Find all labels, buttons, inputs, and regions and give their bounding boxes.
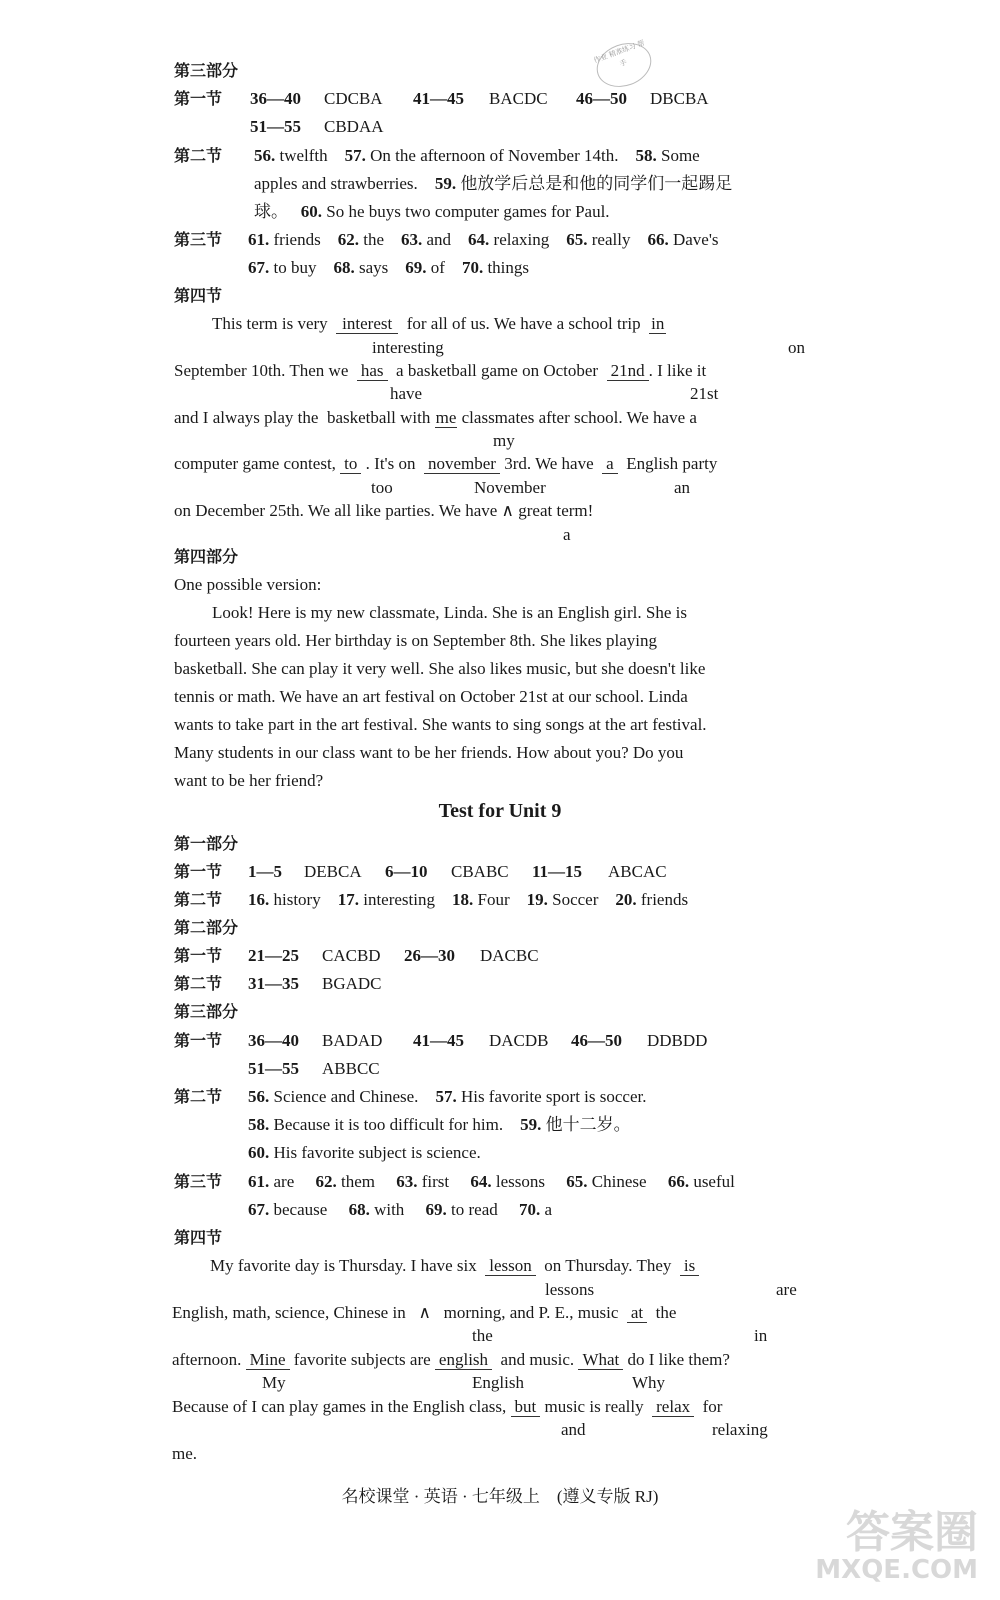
correction: Why <box>632 1373 666 1392</box>
answer-group: CBABC <box>451 862 509 881</box>
correction: the <box>472 1326 493 1345</box>
correction: a <box>563 525 571 544</box>
watermark-logo: 答案圈 <box>846 1507 978 1558</box>
watermark-url: MXQE.COM <box>815 1555 978 1585</box>
correction: an <box>674 478 691 497</box>
essay-line: want to be her friend? <box>174 771 324 790</box>
correction: relaxing <box>712 1420 768 1439</box>
section-title: Test for Unit 9 <box>438 800 562 822</box>
answer-line: 58. Because it is too difficult for him. 59. 他十二岁。 <box>248 1115 631 1134</box>
p3-s1-label: 第一节 <box>174 89 223 108</box>
essay-line: Many students in our class want to be her friends. How about you? Do you <box>174 743 684 762</box>
u9-p3s4-label: 第四节 <box>174 1228 223 1247</box>
answer-line: apples and strawberries. 59. 他放学后总是和他的同学们一起踢足 <box>254 174 733 193</box>
answer-group: DBCBA <box>650 89 709 108</box>
part4-heading: 第四部分 <box>174 547 239 566</box>
p3-s2-label: 第二节 <box>174 146 223 165</box>
passage-line: computer game contest, to . It's on november 3rd. We have a English party <box>174 454 718 473</box>
range-label: 26—30 <box>404 946 455 965</box>
range-label: 46—50 <box>571 1031 622 1050</box>
answer-group: ABBCC <box>322 1059 380 1078</box>
answer-line: 61. friends 62. the 63. and 64. relaxing 65. really 66. Dave's <box>248 230 719 249</box>
range-label: 36—40 <box>248 1031 299 1050</box>
correction: too <box>371 478 393 497</box>
range-label: 31—35 <box>248 974 299 993</box>
correction: have <box>390 384 423 403</box>
u9-p3s3-label: 第三节 <box>174 1172 223 1191</box>
u9-p1s1-label: 第一节 <box>174 862 223 881</box>
correction: 21st <box>690 384 719 403</box>
correction: on <box>788 338 805 357</box>
u9-p1s2-label: 第二节 <box>174 890 223 909</box>
p3-s3-label: 第三节 <box>174 230 223 249</box>
u9-p3s2-label: 第二节 <box>174 1087 223 1106</box>
answer-line: 67. to buy 68. says 69. of 70. things <box>248 258 529 277</box>
answer-group: DDBDD <box>647 1031 708 1050</box>
essay-line: tennis or math. We have an art festival on October 21st at our school. Linda <box>174 687 688 706</box>
part3-heading: 第三部分 <box>174 61 239 80</box>
answer-line: 67. because 68. with 69. to read 70. a <box>248 1200 553 1219</box>
range-label: 11—15 <box>532 862 583 881</box>
answer-group: DACDB <box>489 1031 549 1050</box>
correction: are <box>776 1280 797 1299</box>
answer-group: CDCBA <box>324 89 383 108</box>
essay-line: Look! Here is my new classmate, Linda. She is an English girl. She is <box>212 603 687 622</box>
page-footer: 名校课堂 · 英语 · 七年级上 (遵义专版 RJ) <box>341 1487 659 1506</box>
answer-line: 56. Science and Chinese. 57. His favorite sport is soccer. <box>248 1087 647 1106</box>
answer-line: 61. are 62. them 63. first 64. lessons 65. Chinese 66. useful <box>248 1172 735 1191</box>
answer-group: ABCAC <box>608 862 667 881</box>
range-label: 6—10 <box>385 862 428 881</box>
passage-line: This term is very interest for all of us. We have a school trip in <box>212 314 665 333</box>
range-label: 36—40 <box>250 89 301 108</box>
correction: interesting <box>372 338 444 357</box>
u9-p2-heading: 第二部分 <box>174 918 239 937</box>
u9-p2s2-label: 第二节 <box>174 974 223 993</box>
range-label: 46—50 <box>576 89 627 108</box>
answer-line: 60. His favorite subject is science. <box>248 1143 481 1162</box>
answer-line: 球。 60. So he buys two computer games for Paul. <box>254 202 610 221</box>
essay-line: fourteen years old. Her birthday is on September 8th. She likes playing <box>174 631 657 650</box>
range-label: 51—55 <box>248 1059 299 1078</box>
range-label: 41—45 <box>413 89 464 108</box>
essay-line: wants to take part in the art festival. She wants to sing songs at the art festival. <box>174 715 707 734</box>
passage-line: English, math, science, Chinese in ∧ morning, and P. E., music at the <box>172 1303 677 1322</box>
p3-s4-label: 第四节 <box>174 286 223 305</box>
passage-line: Because of I can play games in the English class, but music is really relax for <box>172 1397 723 1416</box>
correction: November <box>474 478 546 497</box>
correction: My <box>262 1373 286 1392</box>
range-label: 41—45 <box>413 1031 464 1050</box>
answer-group: CACBD <box>322 946 381 965</box>
passage-line: and I always play the basketball with me classmates after school. We have a <box>174 408 697 427</box>
answer-group: CBDAA <box>324 117 384 136</box>
essay-line: basketball. She can play it very well. She also likes music, but she doesn't like <box>174 659 706 678</box>
answer-group: DEBCA <box>304 862 362 881</box>
passage-line: on December 25th. We all like parties. We have ∧ great term! <box>174 501 594 520</box>
answer-group: BACDC <box>489 89 548 108</box>
answer-group: DACBC <box>480 946 539 965</box>
passage-line: September 10th. Then we has a basketball game on October 21nd . I like it <box>174 361 707 380</box>
correction: lessons <box>545 1280 595 1299</box>
answer-line: 16. history 17. interesting 18. Four 19. Soccer 20. friends <box>248 890 689 909</box>
u9-p3-heading: 第三部分 <box>174 1002 239 1021</box>
range-label: 21—25 <box>248 946 299 965</box>
u9-p2s1-label: 第一节 <box>174 946 223 965</box>
passage-line: My favorite day is Thursday. I have six lesson on Thursday. They is <box>210 1255 699 1277</box>
range-label: 1—5 <box>248 862 282 881</box>
stamp: 作业 精准练习 帮手 <box>591 36 658 95</box>
correction: and <box>561 1420 586 1439</box>
passage-line: me. <box>172 1444 198 1463</box>
correction: English <box>472 1373 524 1392</box>
u9-p3s1-label: 第一节 <box>174 1031 223 1050</box>
range-label: 51—55 <box>250 117 301 136</box>
u9-p1-heading: 第一部分 <box>174 834 239 853</box>
correction: my <box>493 431 515 450</box>
answer-group: BGADC <box>322 974 382 993</box>
answer-group: BADAD <box>322 1031 383 1050</box>
passage-line: afternoon. Mine favorite subjects are english and music. What do I like them? <box>172 1350 730 1369</box>
intro: One possible version: <box>174 575 322 594</box>
answer-line: 56. twelfth 57. On the afternoon of November 14th. 58. Some <box>254 146 700 165</box>
correction: in <box>754 1326 768 1345</box>
